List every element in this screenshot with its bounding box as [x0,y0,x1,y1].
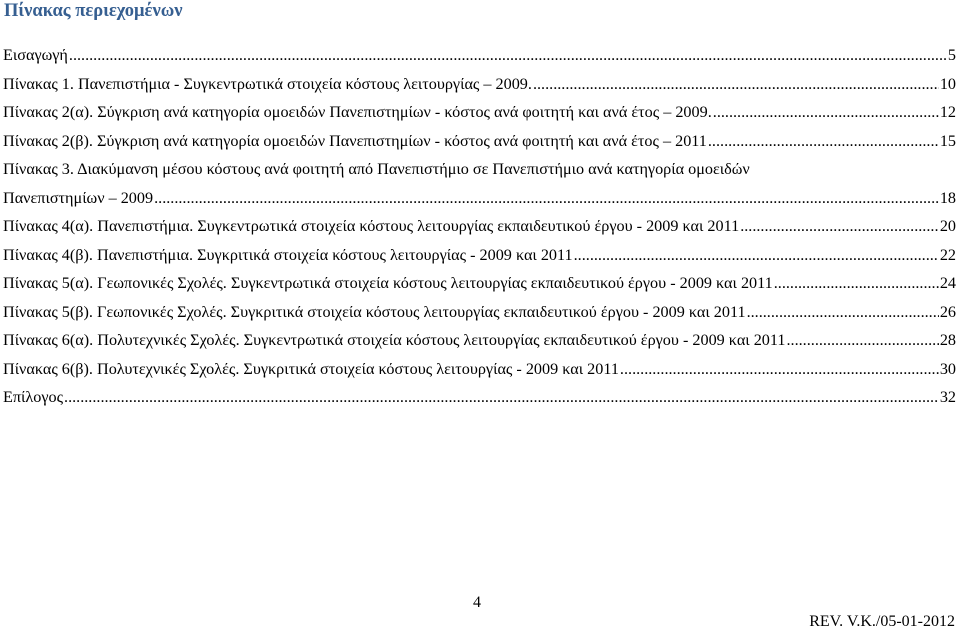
toc-entry-line-wrap [3,155,956,184]
toc-entry-line [3,41,956,70]
toc-entry-line [3,383,956,412]
toc-leader-dots [713,98,939,127]
toc-entry-page: 15 [939,131,956,150]
toc-heading: Πίνακας περιεχομένων [4,1,183,21]
toc-entry-line [3,70,956,99]
toc-entry-line [3,269,956,298]
toc-entry[interactable] [3,155,956,212]
toc-entry-line [3,212,956,241]
toc-entry-title: Πίνακας 6(α). Πολυτεχνικές Σχολές. Συγκεντρωτικά στοιχεία κόστους λειτουργίας εκπαιδευτικού έργου - 2009 και 2011 [3,331,786,349]
toc-entry-page: 26 [939,302,956,321]
toc-entry-page: 18 [939,188,956,207]
toc-leader-dots [747,298,939,327]
toc-entry-page: 28 [939,331,956,349]
toc-entry-line [3,127,956,156]
toc-leader-dots [574,241,939,270]
toc-entry-title: Επίλογος [3,388,64,406]
toc-leader-dots [64,383,939,412]
toc-entry-page: 30 [939,359,956,378]
toc-entry-title: Πανεπιστημίων – 2009 [3,188,154,207]
toc-leader-dots [154,184,939,213]
toc-entry-page: 22 [939,245,956,264]
toc-entry[interactable] [3,41,956,70]
toc-entry[interactable] [3,326,956,355]
toc-entry-line [3,355,956,384]
toc-entry[interactable] [3,98,956,127]
toc-entry[interactable] [3,212,956,241]
toc-entry[interactable] [3,298,956,327]
toc-entry-title: Πίνακας 2(α). Σύγκριση ανά κατηγορία ομοειδών Πανεπιστημίων - κόστος ανά φοιτητή και ανά έτος – 2009. [3,103,712,121]
toc-entry-title: Πίνακας 5(α). Γεωπονικές Σχολές. Συγκεντρωτικά στοιχεία κόστους λειτουργίας εκπαιδευτικού έργου - 2009 και 2011 [3,274,773,292]
toc-entry-title: Πίνακας 4(α). Πανεπιστήμια. Συγκεντρωτικά στοιχεία κόστους λειτουργίας εκπαιδευτικού έργου - 2009 και 2011 [3,217,740,235]
toc-leader-dots [708,127,939,156]
toc-leader-dots [69,41,947,70]
revision-label: REV. V.K./05-01-2012 [809,613,955,630]
toc-entry-page: 5 [947,46,956,64]
toc-entry[interactable] [3,241,956,270]
toc-entry[interactable] [3,383,956,412]
toc-entry-line [3,184,956,213]
toc-entry-page: 20 [939,217,956,235]
toc-leader-dots [620,355,939,384]
toc-entry-line [3,241,956,270]
toc-entry-page: 32 [939,388,956,406]
toc-leader-dots [786,326,938,355]
toc-entry-title: Πίνακας 2(β). Σύγκριση ανά κατηγορία ομοειδών Πανεπιστημίων - κόστος ανά φοιτητή και ανά έτος – 2011 [3,131,707,150]
toc-leader-dots [774,269,939,298]
toc-entry[interactable] [3,355,956,384]
toc-entry-title: Πίνακας 6(β). Πολυτεχνικές Σχολές. Συγκριτικά στοιχεία κόστους λειτουργίας - 2009 και 2011 [3,359,619,378]
toc-entry-page: 12 [939,103,956,121]
page-number: 4 [473,594,481,611]
toc-entry-page: 24 [939,274,956,292]
toc-leader-dots [533,70,939,99]
toc-leader-dots [740,212,939,241]
toc-entry[interactable] [3,127,956,156]
toc-entry-line [3,298,956,327]
toc-entry-title: Πίνακας 5(β). Γεωπονικές Σχολές. Συγκριτικά στοιχεία κόστους λειτουργίας εκπαιδευτικού έργου - 2009 και 2011 [3,302,746,321]
toc-entry-title: Πίνακας 1. Πανεπιστήμια - Συγκεντρωτικά στοιχεία κόστους λειτουργίας – 2009. [3,74,532,93]
toc-entry-page: 10 [939,74,956,93]
table-of-contents [3,41,956,412]
toc-entry[interactable] [3,70,956,99]
toc-entry-title: Εισαγωγή [3,46,68,64]
toc-entry-line [3,326,956,355]
toc-entry-line [3,98,956,127]
toc-entry[interactable] [3,269,956,298]
toc-entry-title: Πίνακας 4(β). Πανεπιστήμια. Συγκριτικά στοιχεία κόστους λειτουργίας - 2009 και 2011 [3,245,573,264]
toc-entry-title: Πίνακας 3. Διακύμανση μέσου κόστους ανά φοιτητή από Πανεπιστήμιο σε Πανεπιστήμιο ανά κατηγορία ομοειδών [3,160,750,178]
